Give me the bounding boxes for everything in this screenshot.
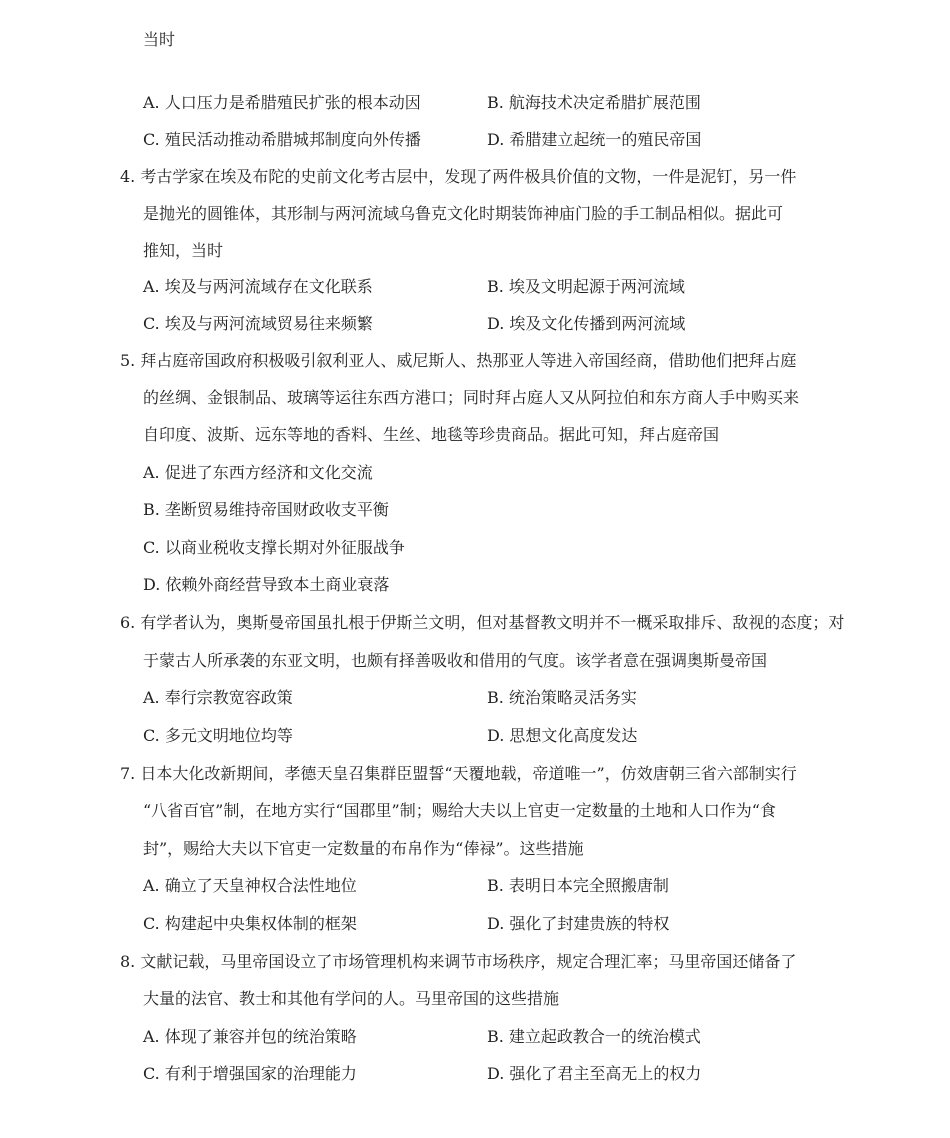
- q6-option-c: C. 多元文明地位均等: [143, 726, 293, 745]
- q4-option-d: D. 埃及文化传播到两河流域: [487, 314, 686, 333]
- q4-option-c: C. 埃及与两河流域贸易往来频繁: [143, 314, 373, 333]
- q8-option-d: D. 强化了君主至高无上的权力: [487, 1064, 702, 1083]
- q8-option-c: C. 有利于增强国家的治理能力: [143, 1064, 357, 1083]
- q7-option-a: A. 确立了天皇神权合法性地位: [143, 876, 357, 895]
- q5-stem-line-2: 的丝绸、金银制品、玻璃等运往东西方港口；同时拜占庭人又从阿拉伯和东方商人手中购买来: [143, 388, 800, 407]
- q7-option-b: B. 表明日本完全照搬唐制: [487, 876, 669, 895]
- q3-option-c: C. 殖民活动推动希腊城邦制度向外传播: [143, 130, 421, 149]
- q5-option-a: A. 促进了东西方经济和文化交流: [143, 463, 373, 482]
- q5-stem-line-3: 自印度、波斯、远东等地的香料、生丝、地毯等珍贵商品。据此可知，拜占庭帝国: [143, 425, 720, 444]
- q3-option-d: D. 希腊建立起统一的殖民帝国: [487, 130, 702, 149]
- q4-stem-line-2: 是抛光的圆锥体，其形制与两河流域乌鲁克文化时期装饰神庙门脸的手工制品相似。据此可: [143, 204, 784, 223]
- q5-option-b: B. 垄断贸易维持帝国财政收支平衡: [143, 500, 389, 519]
- q4-stem-line-1: 4. 考古学家在埃及布陀的史前文化考古层中，发现了两件极具价值的文物，一件是泥钉，另一件: [120, 167, 797, 186]
- q8-stem-line-2: 大量的法官、教士和其他有学问的人。马里帝国的这些措施: [143, 989, 560, 1008]
- q8-option-a: A. 体现了兼容并包的统治策略: [143, 1027, 357, 1046]
- q3-option-a: A. 人口压力是希腊殖民扩张的根本动因: [143, 93, 421, 112]
- q4-stem-line-3: 推知，当时: [143, 241, 224, 260]
- q4-option-b: B. 埃及文明起源于两河流域: [487, 277, 685, 296]
- q8-stem-line-1: 8. 文献记载，马里帝国设立了市场管理机构来调节市场秩序，规定合理汇率；马里帝国还储备了: [120, 952, 797, 971]
- q6-stem-line-2: 于蒙古人所承袭的东亚文明，也颇有择善吸收和借用的气度。该学者意在强调奥斯曼帝国: [143, 651, 768, 670]
- q7-stem-line-3: 封”，赐给大夫以下官吏一定数量的布帛作为“俸禄”。这些措施: [143, 839, 584, 858]
- q4-option-a: A. 埃及与两河流域存在文化联系: [143, 277, 373, 296]
- q7-stem-line-2: “八省百官”制，在地方实行“国郡里”制；赐给大夫以上官吏一定数量的土地和人口作为“食: [143, 801, 776, 820]
- q5-option-d: D. 依赖外商经营导致本土商业衰落: [143, 575, 390, 594]
- q3-stem-tail: 当时: [143, 30, 176, 49]
- q3-option-b: B. 航海技术决定希腊扩展范围: [487, 93, 701, 112]
- q7-stem-line-1: 7. 日本大化改新期间，孝德天皇召集群臣盟誓“天覆地载，帝道唯一”，仿效唐朝三省六部制实行: [120, 764, 797, 783]
- q8-option-b: B. 建立起政教合一的统治模式: [487, 1027, 701, 1046]
- q6-option-a: A. 奉行宗教宽容政策: [143, 688, 293, 707]
- q5-option-c: C. 以商业税收支撑长期对外征服战争: [143, 538, 405, 557]
- q6-stem-line-1: 6. 有学者认为，奥斯曼帝国虽扎根于伊斯兰文明，但对基督教文明并不一概采取排斥、敌视的态度；对: [120, 613, 845, 632]
- q7-option-c: C. 构建起中央集权体制的框架: [143, 914, 357, 933]
- q5-stem-line-1: 5. 拜占庭帝国政府积极吸引叙利亚人、威尼斯人、热那亚人等进入帝国经商，借助他们把拜占庭: [120, 351, 797, 370]
- q7-option-d: D. 强化了封建贵族的特权: [487, 914, 670, 933]
- q6-option-d: D. 思想文化高度发达: [487, 726, 638, 745]
- q6-option-b: B. 统治策略灵活务实: [487, 688, 637, 707]
